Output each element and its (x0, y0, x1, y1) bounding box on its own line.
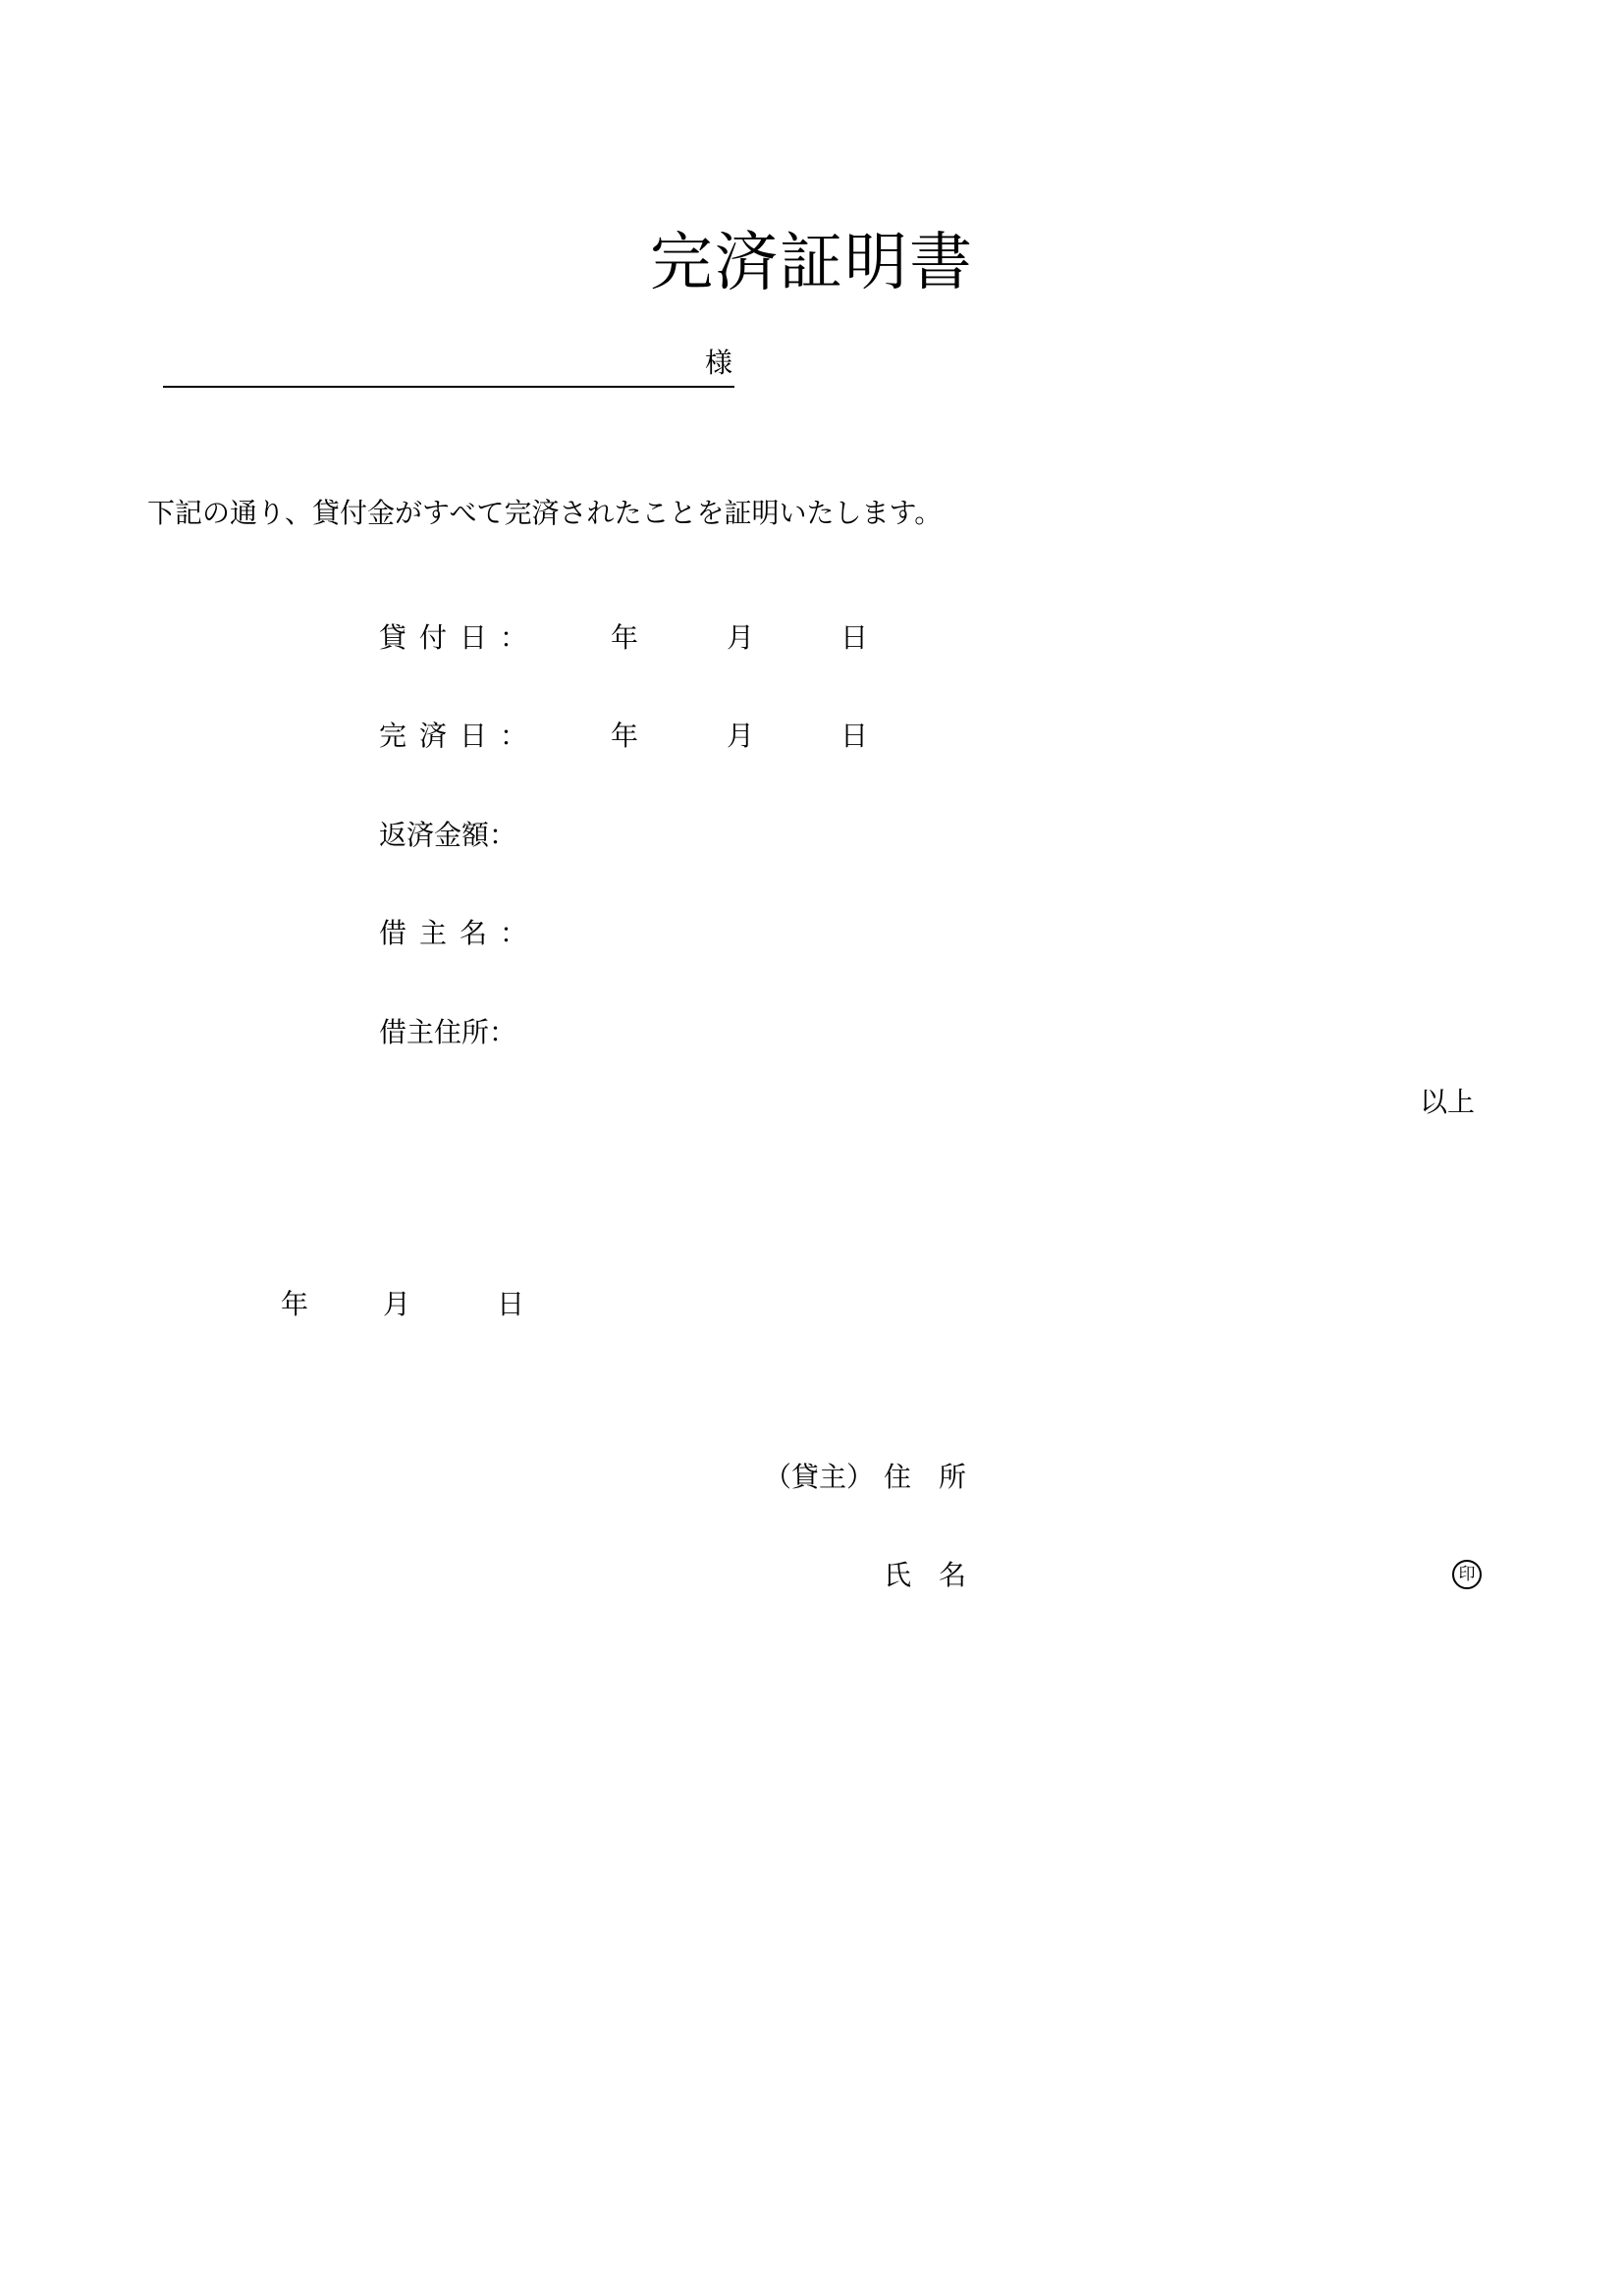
borrower-name-label: 借主名 (379, 917, 501, 949)
repayment-amount-label: 返済金額： (379, 819, 517, 851)
intro-statement: 下記の通り、貸付金がすべて完済されたことを証明いたします。 (147, 497, 943, 529)
completion-date-colon: ： (500, 720, 528, 752)
completion-date-label: 完済日 (379, 720, 501, 752)
completion-date-year-unit: 年 (611, 720, 639, 752)
loan-date-month-unit: 月 (727, 621, 755, 654)
loan-date-colon: ： (500, 621, 528, 654)
document-title: 完済証明書 (650, 227, 974, 299)
issue-month-unit: 月 (383, 1288, 411, 1320)
loan-date-day-unit: 日 (840, 621, 869, 654)
borrower-address-label: 借主住所： (379, 1016, 517, 1048)
completion-date-month-unit: 月 (727, 720, 755, 752)
closing-text: 以上 (1420, 1086, 1476, 1118)
seal-mark: 印 (1452, 1560, 1482, 1589)
lender-address-label: 住 所 (884, 1461, 967, 1493)
lender-role-label: （貸主） (764, 1461, 875, 1493)
lender-name-label: 氏 名 (884, 1559, 967, 1591)
addressee-blank-line[interactable] (163, 386, 734, 388)
loan-date-row (379, 621, 528, 654)
borrower-name-row (379, 917, 528, 949)
completion-date-day-unit: 日 (840, 720, 869, 752)
borrower-name-colon: ： (500, 917, 528, 949)
issue-year-unit: 年 (281, 1288, 309, 1320)
issue-day-unit: 日 (497, 1288, 525, 1320)
addressee-honorific: 様 (705, 347, 733, 379)
loan-date-year-unit: 年 (611, 621, 639, 654)
completion-date-row (379, 722, 527, 750)
loan-date-label: 貸付日 (379, 621, 501, 654)
